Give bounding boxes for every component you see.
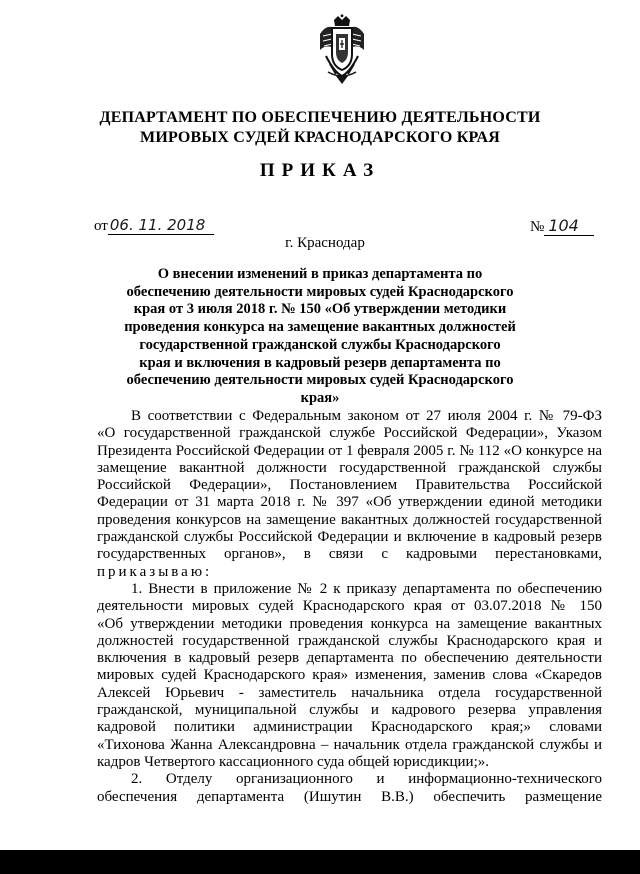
body-line: 2. Отделу организационного и информационно-технического [131, 771, 602, 788]
body-line: гражданской, муниципальной службы и кадрового резерва управления [97, 702, 602, 719]
department-title [60, 108, 580, 148]
body-line: мировых судей Краснодарского края» изменения, заменив слова «Скаредов [97, 667, 602, 684]
body-line: обеспечения департамента (Ишутин В.В.) обеспечить размещение [97, 788, 602, 805]
body-line: Президента Российской Федерации от 1 февраля 2005 г. № 112 «О конкурсе на [97, 442, 602, 459]
body-line: замещение вакантной должности государственной гражданской службы [97, 459, 602, 476]
subject-line: проведения конкурса на замещение вакантных должностей [124, 319, 516, 336]
department-title-line: ДЕПАРТАМЕНТ ПО ОБЕСПЕЧЕНИЮ ДЕЯТЕЛЬНОСТИ [99, 109, 541, 126]
date-handwritten: 06. 11. 2018 [108, 216, 214, 235]
order-subject [110, 266, 530, 408]
body-line: Российской Федерации», Постановлением Правительства Российской [97, 477, 602, 494]
body-line: государственных органов», в связи с кадровыми перестановками, [97, 546, 602, 563]
subject-line: обеспечению деятельности мировых судей Краснодарского [126, 372, 514, 389]
body-line: включения в кадровый резерв департамента по обеспечению деятельности [97, 650, 602, 667]
order-number [530, 216, 594, 236]
body-line: деятельности мировых судей Краснодарского края от 03.07.2018 № 150 [97, 598, 602, 615]
body-line: кадровой политики администрации Краснодарского края;» словами [97, 719, 602, 736]
date-prefix: от [94, 218, 108, 234]
subject-line: О внесении изменений в приказ департамента по [157, 266, 483, 282]
body-line-order-word: приказываю: [97, 563, 213, 580]
order-heading: ПРИКАЗ [259, 160, 381, 181]
city-label: г. Краснодар [285, 235, 365, 251]
number-prefix: № [530, 219, 545, 235]
body-line: проведения конкурсов на замещение вакантных должностей государственной [97, 511, 602, 528]
subject-line: государственной гражданской службы Краснодарского [139, 336, 501, 353]
body-line: должностей государственной гражданской службы Краснодарского края и [97, 632, 602, 649]
body-line: «Об утверждении методики проведения конкурса на замещение вакантных [97, 615, 602, 632]
subject-line: края и включения в кадровый резерв департамента по [139, 354, 501, 371]
order-date [94, 216, 214, 235]
order-body [97, 408, 602, 806]
subject-line: обеспечению деятельности мировых судей Краснодарского [126, 283, 514, 300]
subject-line: края» [300, 389, 340, 406]
body-line: В соответствии с Федеральным законом от 27 июля 2004 г. № 79-ФЗ [131, 408, 602, 424]
number-handwritten: 104 [544, 216, 594, 236]
body-line: «О государственной гражданской службе Российской Федерации», Указом [97, 425, 602, 442]
body-line: 1. Внести в приложение № 2 к приказу департамента по обеспечению [131, 580, 602, 597]
body-line: Алексей Юрьевич - заместитель начальника отдела государственной [97, 684, 602, 701]
coat-of-arms-icon [314, 14, 370, 86]
subject-line: края от 3 июля 2018 г. № 150 «Об утверждении методики [133, 301, 507, 318]
body-line: «Тихонова Жанна Александровна – начальник отдела гражданской службы и [97, 736, 602, 753]
body-line: Федерации от 31 марта 2018 г. № 397 «Об утверждении единой методики [97, 494, 602, 511]
scan-bottom-edge [0, 850, 640, 874]
department-title-line: МИРОВЫХ СУДЕЙ КРАСНОДАРСКОГО КРАЯ [140, 129, 500, 146]
body-line: кадров Четвертого кассационного суда общей юрисдикции;». [97, 753, 490, 770]
body-line: гражданской службы Российской Федерации и включение в кадровый резерв [97, 529, 602, 546]
